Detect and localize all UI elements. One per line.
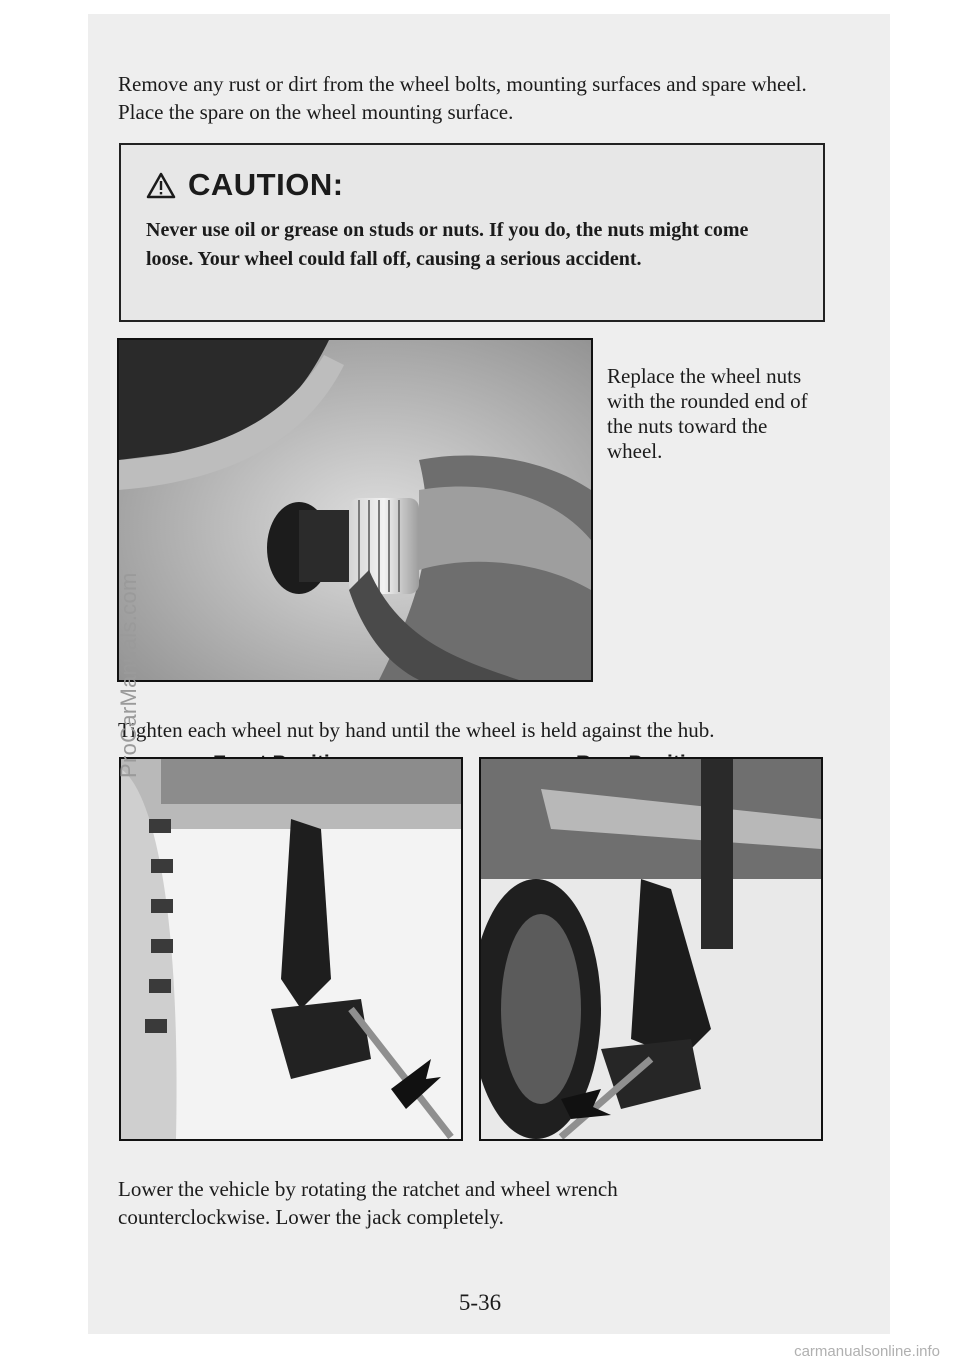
caution-heading	[146, 167, 344, 203]
page-number: 5-36	[458, 1290, 502, 1315]
photo-wheel-nut	[117, 338, 593, 682]
caution-title: CAUTION:	[188, 167, 344, 202]
caution-box	[119, 143, 825, 322]
side-watermark: ProCarManuals.com	[116, 572, 141, 778]
replace-nuts-text: Replace the wheel nuts with the rounded end of the nuts toward the wheel.	[607, 364, 808, 463]
warning-triangle-icon	[146, 172, 176, 199]
bottom-watermark: carmanualsonline.info	[794, 1343, 940, 1360]
photo-rear-position-jack	[479, 757, 823, 1141]
photo-front-position-jack	[119, 757, 463, 1141]
lower-vehicle-paragraph: Lower the vehicle by rotating the ratchet and wheel wrench counterclockwise. Lower the jack completely.	[118, 1177, 618, 1229]
caution-text: Never use oil or grease on studs or nuts. If you do, the nuts might come loose. Your wheel could fall off, causing a serious accident.	[146, 219, 749, 270]
intro-paragraph: Remove any rust or dirt from the wheel bolts, mounting surfaces and spare wheel. Place the spare on the wheel mounting surface.	[118, 72, 807, 124]
tighten-paragraph: Tighten each wheel nut by hand until the wheel is held against the hub.	[118, 718, 715, 742]
